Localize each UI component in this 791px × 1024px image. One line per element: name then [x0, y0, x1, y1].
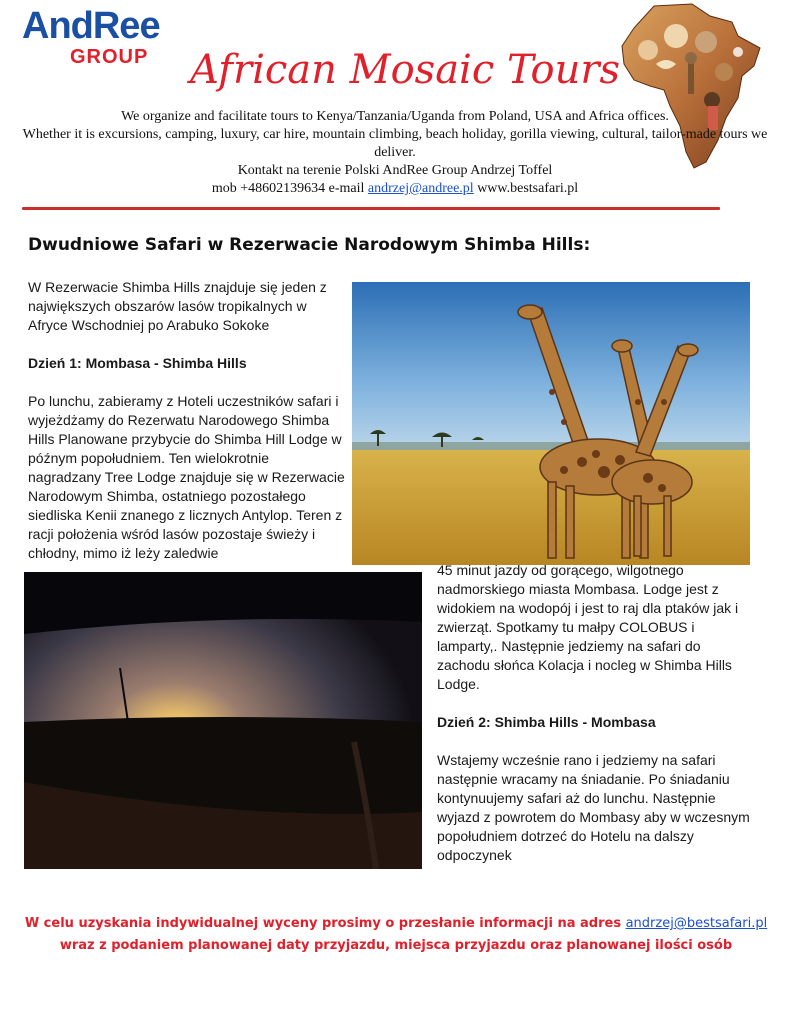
header-line-mob	[20, 180, 770, 198]
andree-group-logo	[22, 6, 172, 68]
header-line-services: Whether it is excursions, camping, luxury, car hire, mountain climbing, beach holiday, gorilla viewing, cultural, tailor-made tours we deliver.	[22, 127, 768, 160]
page-title: Dwudniowe Safari w Rezerwacie Narodowym Shimba Hills:	[28, 235, 591, 255]
footer-text-after: wraz z podaniem planowanej daty przyjazdu, miejsca przyjazdu oraz planowanej ilości osób	[59, 938, 733, 953]
header-intro	[20, 108, 770, 198]
day1-heading: Dzień 1: Mombasa - Shimba Hills	[28, 355, 247, 371]
logo-group-text: GROUP	[70, 46, 149, 68]
day1-paragraph-part2: 45 minut jazdy od gorącego, wilgotnego nadmorskiego miasta Mombasa. Lodge jest z widokiem na wodopój i jest to raj dla ptaków jak i zwierząt. Spotkamy tu małpy COLOBUS i lamparty,. Następnie jedziemy na safari do zachodu słońca Kolacja i nocleg w Shimba Hills Lodge.	[437, 562, 739, 692]
brand-title: African Mosaic Tours	[190, 47, 621, 93]
footer-text-before: W celu uzyskania indywidualnej wyceny prosimy o przesłanie informacji na adres	[24, 916, 622, 931]
day2-paragraph: Wstajemy wcześnie rano i jedziemy na safari następnie wracamy na śniadanie. Po śniadaniu kontynuujemy safari aż do lunchu. Następnie wyjazd z powrotem do Mombasy aby w wczesnym popołudniem dotrzeć do Hotelu na dalszy odpoczynek	[437, 752, 750, 863]
footer-quote-request	[22, 913, 770, 957]
intro-paragraph: W Rezerwacie Shimba Hills znajduje się jeden z największych obszarów lasów tropikalnych w Afryce Wschodniej po Arabuko Sokoke	[28, 279, 327, 333]
itinerary-left-column	[28, 278, 346, 563]
header-line-offices: We organize and facilitate tours to Kenya/Tanzania/Uganda from Poland, USA and Africa offices.	[121, 109, 669, 124]
sunset-photo	[24, 572, 422, 869]
itinerary-right-column	[437, 561, 755, 884]
footer-email-link[interactable]: andrzej@bestsafari.pl	[625, 916, 768, 931]
logo-andree-text: AndRee	[22, 5, 160, 47]
giraffe-photo	[352, 282, 750, 565]
header-line-contact: Kontakt na terenie Polski AndRee Group Andrzej Toffel	[237, 163, 553, 178]
mob-text: mob +48602139634 e-mail	[211, 181, 365, 196]
day2-heading: Dzień 2: Shimba Hills - Mombasa	[437, 714, 656, 730]
website-text: www.bestsafari.pl	[477, 181, 579, 196]
day1-paragraph-part1: Po lunchu, zabieramy z Hoteli uczestników safari i wyjeżdżamy do Rezerwatu Narodowego Shimba Hills Planowane przybycie do Shimba Hill Lodge w późnym popołudniem. Ten wielokrotnie nagradzany Tree Lodge znajduje się w Rezerwacie Narodowym Shimba, ostatniego pozostałego siedliska Kenii znanego z licznych Antylop. Teren z racji położenia wśród lasów pozostaje świeży i chłodny, mimo iż leży zaledwie	[28, 393, 345, 561]
header-divider	[22, 207, 720, 210]
header-email-link[interactable]: andrzej@andree.pl	[367, 181, 474, 196]
